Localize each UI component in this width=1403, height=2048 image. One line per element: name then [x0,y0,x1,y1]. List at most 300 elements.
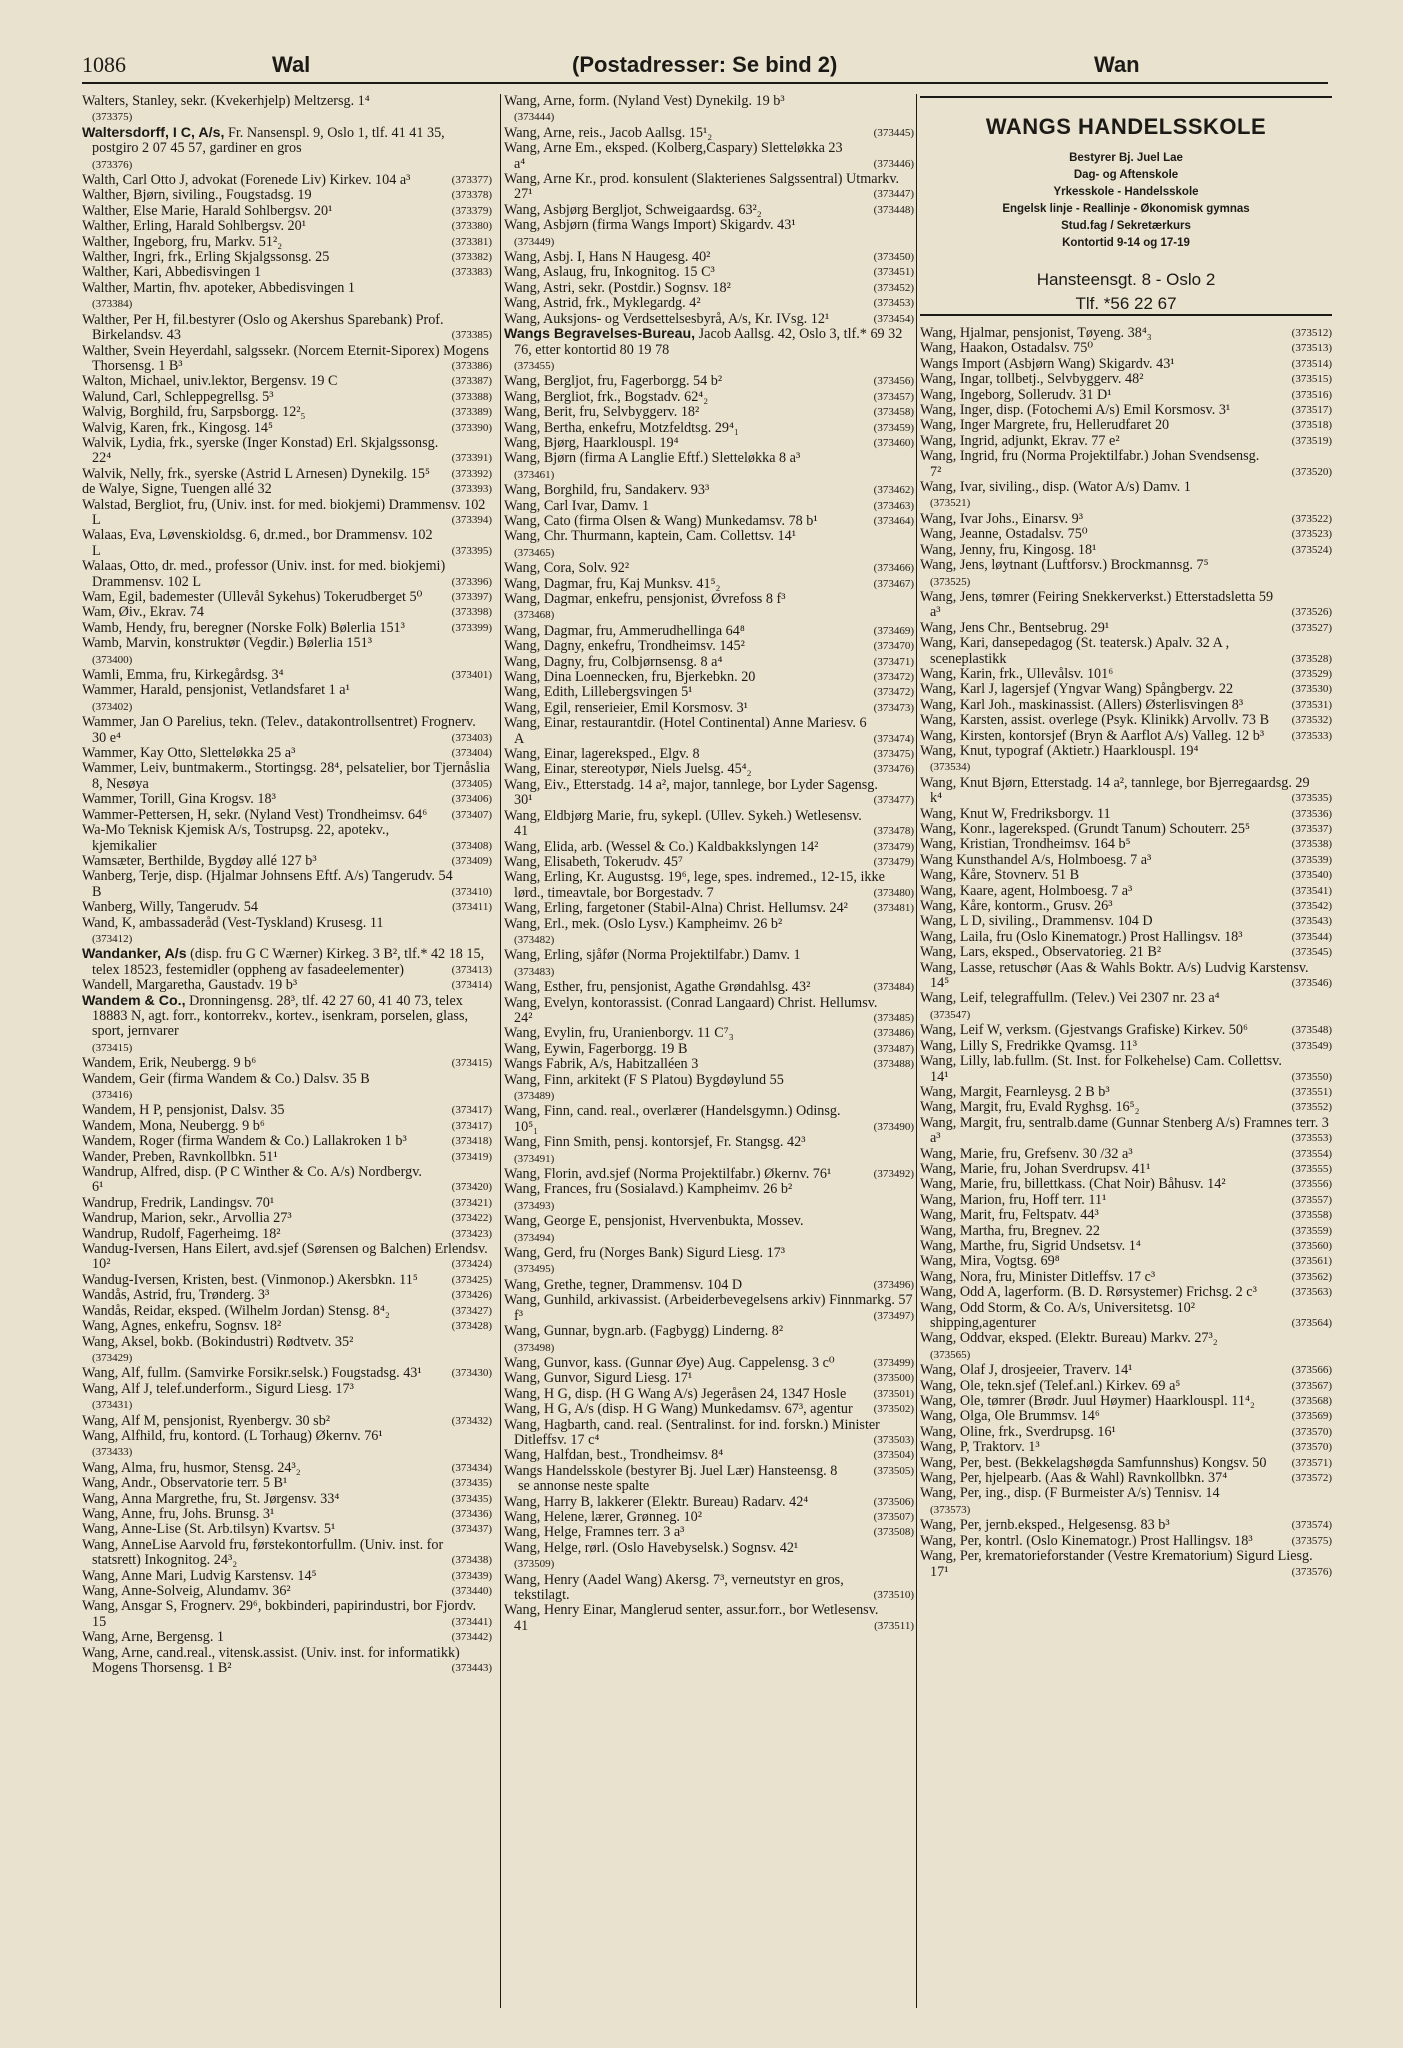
entry-code: (373472) [873,671,914,684]
entry-text: Wang, Ingeborg, Sollerudv. 31 D¹ [920,386,1112,403]
entry-code: (373477) [873,794,914,807]
entry-text: Wang, Bergljot, fru, Fagerborgg. 54 b² [504,373,723,390]
entry-code: (373560) [1291,1239,1332,1252]
directory-entry [504,778,914,809]
entry-code: (373464) [873,514,914,527]
entry-company-name: Wangs Begravelses-Bureau, [504,326,696,343]
ad-line: Stud.fag / Sekretærkurs [1061,220,1191,232]
directory-entry [920,807,1332,822]
entry-code: (373436) [451,1507,492,1520]
entry-code: (373437) [451,1523,492,1536]
directory-entry [920,1534,1332,1549]
entry-text: Wang, Nora, fru, Minister Ditleffsv. 17 c³ [920,1268,1156,1285]
entry-code: (373549) [1291,1039,1332,1052]
entry-code: (373517) [1291,404,1332,417]
entry-code: (373566) [1291,1364,1332,1377]
directory-entry [504,577,914,592]
entry-text: Wang, Kåre, Stovnerv. 51 B [920,867,1080,884]
entry-code: (373394) [451,513,492,526]
directory-entry [82,1507,492,1522]
directory-entry [920,1085,1332,1100]
directory-entry [920,621,1332,636]
entry-text: Walther, Bjørn, siviling., Fougstadsg. 19 [82,187,312,204]
entry-text: Wang, Oline, frk., Sverdrupsg. 16¹ [920,1423,1116,1440]
directory-entry [82,94,492,126]
entry-code: (373381) [451,235,492,248]
directory-entry [504,1324,914,1356]
entry-text: (disp. fru G C Wærner) Kirkeg. 3 B², tlf.* 42 18 15, telex 18523, festemidler (oppheng av fasadeelementer) [92,946,485,978]
entry-text: Wang, Konr., lagereksped. (Grundt Tanum) Schouterr. 25⁵ [920,821,1250,837]
entry-code: (373446) [873,157,914,170]
entry-code: (373383) [451,266,492,279]
entry-text: Wang, Jeanne, Ostadalsv. 75⁰ [920,526,1088,543]
entry-text: Wammer, Kay Otto, Sletteløkka 25 a³ [82,745,296,762]
directory-entry [82,1461,492,1476]
directory-entry [920,1100,1332,1115]
entry-text: Wangs Import (Asbjørn Wang) Skigardv. 43¹ [920,355,1175,372]
directory-entry [82,1103,492,1118]
directory-entry [504,1495,914,1510]
entry-text: Walton, Michael, univ.lektor, Bergensv. 19 C [82,373,338,390]
entry-text: Wang, Astrid, frk., Myklegardg. 4² [504,295,701,312]
entry-code: (373482) [514,933,555,946]
directory-entry [504,670,914,685]
entry-text: de Walye, Signe, Tuengen allé 32 [82,481,272,498]
entry-code: (373538) [1291,838,1332,851]
entry-text: Wang Kunsthandel A/s, Holmboesg. 7 a³ [920,851,1152,868]
entry-code: (373541) [1291,884,1332,897]
entry-code: (373387) [451,375,492,388]
entry-code: (373481) [873,902,914,915]
directory-entry [82,1569,492,1584]
entry-text: Wang, Astri, sekr. (Postdir.) Sognsv. 18² [504,279,731,296]
entry-text: Walth, Carl Otto J, advokat (Forenede Liv) Kirkev. 104 a³ [82,172,411,189]
entry-text: Wang, Lasse, retuschør (Aas & Wahls Boktr. A/s) Ludvig Karstensv. 14⁵ [920,959,1309,992]
entry-code: (373536) [1291,807,1332,820]
directory-entry [82,173,492,188]
entry-text: Walaas, Eva, Løvenskioldsg. 6, dr.med., bor Drammensv. 102 L [82,527,433,559]
entry-text: Wang, Auksjons- og Verdsettelsesbyrå, A/s, Kr. IVsg. 12¹ [504,310,830,327]
directory-entry [82,994,492,1057]
directory-entry [82,761,492,792]
entry-code: (373493) [514,1199,555,1212]
directory-entry [920,1116,1332,1147]
directory-entry [504,747,914,762]
entry-code: (373504) [873,1449,914,1462]
entry-code: (373390) [451,421,492,434]
entry-text: Wandrup, Marion, sekr., Arvollia 27³ [82,1210,292,1227]
entry-text: Wang, Grethe, tegner, Drammensv. 104 D [504,1276,743,1293]
entry-text: Wang, Jens, tømrer (Feiring Snekkerverkst.) Etterstadsletta 59 a³ [920,588,1274,621]
entry-text: Wang, Kirsten, kontorsjef (Bryn & Aarflot A/s) Valleg. 12 b³ [920,727,1265,744]
entry-code: (373550) [1291,1070,1332,1083]
directory-entry [82,219,492,234]
entry-text: Wang, Karl Joh., maskinassist. (Allers) Østerlisvingen 8³ [920,696,1244,713]
directory-entry [920,558,1332,590]
directory-entry [504,840,914,855]
entry-text: Wang, Kaare, agent, Holmboesg. 7 a³ [920,882,1133,899]
entry-text: Wang, Per, hjelpearb. (Aas & Wahl) Ravnkollbkn. 37⁴ [920,1470,1228,1487]
entry-code: (373462) [873,484,914,497]
directory-entry [82,1538,492,1569]
entry-text: Wang, Hjalmar, pensjonist, Tøyeng. 38⁴₃ [920,325,1152,341]
entry-text: Wang, Marthe, fru, Sigrid Undsetsv. 1⁴ [920,1237,1141,1254]
directory-entry [504,701,914,716]
entry-text: Wang, Anna Margrethe, fru, St. Jørgensv. 33⁴ [82,1490,340,1507]
directory-entry [920,1224,1332,1239]
entry-text: Wang, Eywin, Fagerborgg. 19 B [504,1040,688,1057]
entry-text: Wamb, Hendy, fru, beregner (Norske Folk) Bølerlia 151³ [82,619,405,636]
entry-code: (373397) [451,591,492,603]
entry-code: (373449) [514,235,555,248]
entry-code: (373396) [451,575,492,588]
entry-code: (373539) [1291,853,1332,866]
entry-text: Wang, Ivar Johs., Einarsv. 9³ [920,510,1083,527]
directory-entry [504,1387,914,1402]
entry-code: (373428) [451,1320,492,1333]
entry-text: Wang, Lars, eksped., Observatorieg. 21 B² [920,944,1162,961]
entry-text: Wang, Erling, Kr. Augustsg. 19⁶, lege, spes. indremed., 12-15, ikke lørd., timeavtale, bor Borgestadv. 7 [504,869,885,901]
entry-code: (373413) [451,963,492,976]
entry-code: (373514) [1291,357,1332,370]
directory-entry [920,512,1332,527]
directory-entry [920,930,1332,945]
directory-entry [82,605,492,620]
directory-entry [504,1104,914,1135]
entry-text: Walther, Martin, fhv. apoteker, Abbedisvingen 1 [82,279,355,296]
entry-code: (373460) [873,436,914,449]
entry-text: Wang, Per, jernb.eksped., Helgesensg. 83 b³ [920,1517,1170,1534]
directory-entry [920,480,1332,512]
entry-text: Wang, Arne, reis., Jacob Aallsg. 15¹₂ [504,124,713,141]
directory-entry [82,1150,492,1165]
entry-code: (373452) [873,281,914,294]
entry-text: Wang, Marion, fru, Hoff terr. 11¹ [920,1191,1107,1208]
entry-code: (373484) [873,981,914,994]
entry-text: Walstad, Bergliot, fru, (Univ. inst. for med. biokjemi) Drammensv. 102 L [82,496,486,528]
ad-phone: Tlf. *56 22 67 [1075,294,1177,313]
entry-text: Wang, Hagbarth, cand. real. (Sentralinst. for ind. forskn.) Minister Ditleffsv. 17 c⁴ [504,1416,880,1448]
entry-text: Wandem, Erik, Neubergg. 9 b⁶ [82,1055,257,1072]
entry-code: (373470) [873,640,914,653]
entry-code: (373417) [451,1119,492,1132]
directory-entry [82,1165,492,1196]
directory-entry [920,776,1332,807]
entry-code: (373515) [1291,373,1332,386]
entry-code: (373459) [873,421,914,434]
directory-entry [82,482,492,497]
directory-entry [504,1167,914,1182]
entry-text: Wang, Harry B, lakkerer (Elektr. Bureau) Radarv. 42⁴ [504,1493,809,1510]
directory-entry [920,822,1332,837]
entry-text: Wandug-Iversen, Hans Eilert, avd.sjef (Sørensen og Balchen) Erlendsv. 10² [82,1241,488,1273]
entry-code: (373455) [514,359,555,372]
entry-code: (373483) [514,965,555,978]
entry-text: Wammer-Pettersen, H, sekr. (Nyland Vest) Trondheimsv. 64⁶ [82,806,428,823]
directory-entry [504,499,914,514]
directory-entry [920,1486,1332,1518]
directory-entry [920,682,1332,697]
directory-entry [920,1363,1332,1378]
directory-entry [920,698,1332,713]
entry-text: Wang, Alf, fullm. (Samvirke Forsikr.selsk.) Fougstadsg. 43¹ [82,1365,422,1382]
directory-entry [920,667,1332,682]
entry-text: Wang, Alfhild, fru, kontord. (L Torhaug) Økernv. 76¹ [82,1427,383,1444]
directory-entry [82,374,492,389]
entry-text: Walther, Kari, Abbedisvingen 1 [82,264,262,281]
directory-entry [920,388,1332,403]
directory-entry [920,1394,1332,1409]
directory-entry [504,1073,914,1105]
directory-entry [504,1042,914,1057]
directory-entry [82,823,492,854]
directory-entry [504,1541,914,1573]
entry-text: se annonse neste spalte [518,1478,650,1495]
entry-code: (373499) [873,1356,914,1369]
directory-entry [82,1366,492,1381]
entry-text: Wang, Per, kontrl. (Oslo Kinematogr.) Prost Hallingsv. 18³ [920,1532,1253,1549]
entry-text: Wang, Elisabeth, Tokerudv. 45⁷ [504,853,683,870]
directory-entry [920,991,1332,1023]
directory-entry [504,1479,914,1494]
directory-entry [920,1254,1332,1269]
entry-text: Wang, Gunvor, kass. (Gunnar Øye) Aug. Cappelensg. 3 c⁰ [504,1354,835,1371]
entry-text: Wang, Jenny, fru, Kingosg. 18¹ [920,541,1097,558]
entry-code: (373376) [92,158,133,171]
entry-text: Wanberg, Willy, Tangerudv. 54 [82,899,258,916]
entry-text: Wang, Marie, fru, Johan Sverdrupsv. 41¹ [920,1160,1151,1177]
entry-code: (373406) [451,793,492,806]
directory-entry [504,1418,914,1449]
entry-code: (373522) [1291,512,1332,525]
entry-text: Wang, Halfdan, best., Trondheimsv. 8⁴ [504,1447,724,1464]
directory-entry [82,1242,492,1273]
entry-code: (373528) [1291,652,1332,665]
entry-code: (373576) [1291,1565,1332,1578]
entry-text: Wang, Leif W, verksm. (Gjestvangs Grafiske) Kirkev. 50⁶ [920,1022,1248,1039]
directory-entry [920,961,1332,992]
directory-entry [504,655,914,670]
directory-entry [920,899,1332,914]
entry-code: (373552) [1291,1101,1332,1114]
entry-text: Wang, Cato (firma Olsen & Wang) Munkedamsv. 78 b¹ [504,512,818,529]
directory-entry [504,901,914,916]
entry-text: Wang, Aslaug, fru, Inkognitog. 15 C³ [504,264,715,281]
directory-entry [504,980,914,995]
entry-code: (373555) [1291,1162,1332,1175]
entry-text: Wang, Helge, Framnes terr. 3 a³ [504,1524,685,1541]
directory-entry [920,1549,1332,1580]
entry-text: Wammer, Jan O Parelius, tekn. (Telev., datakontrollsentret) Frognerv. 30 e⁴ [82,714,476,746]
directory-entry [920,744,1332,776]
entry-code: (373494) [514,1231,555,1244]
entry-text: Wang, Dagmar, enkefru, pensjonist, Øvrefoss 8 f³ [504,591,786,607]
entry-code: (373409) [451,854,492,867]
page-number: 1086 [82,52,126,77]
entry-text: Wang, Per, ing., disp. (F Burmeister A/s) Tennisv. 14 [920,1485,1220,1502]
directory-entry [504,1603,914,1634]
directory-entry [82,978,492,993]
directory-entry [504,870,914,901]
entry-code: (373521) [930,497,971,510]
directory-entry [82,313,492,344]
entry-code: (373398) [451,606,492,619]
entry-text: Wang, Edith, Lillebergsvingen 5¹ [504,684,693,701]
entry-text: Jacob Aallsg. 42, Oslo 3, tlf.* 69 32 76, etter kontortid 80 19 78 [514,326,903,358]
entry-code: (373438) [451,1554,492,1567]
entry-text: Wangs Handelsskole (bestyrer Bj. Juel Lær) Hansteensg. 8 [504,1462,838,1479]
advertisement-box [920,96,1332,316]
directory-entry [920,1409,1332,1424]
directory-entry [504,1182,914,1214]
directory-entry [82,1646,492,1677]
entry-code: (373509) [514,1558,555,1571]
entry-code: (373379) [451,204,492,217]
entry-text: Walther, Else Marie, Harald Sohlbergsv. 20¹ [82,202,333,219]
directory-entry [920,1301,1332,1332]
entry-text: Wang, Finn, cand. real., overlærer (Handelsgymn.) Odinsg. 10⁵₁ [504,1103,841,1135]
entry-text: Walvik, Lydia, frk., syerske (Inger Konstad) Erl. Skjalgssonsg. 22⁴ [82,434,439,467]
directory-page [82,48,1332,2008]
entry-code: (373557) [1291,1193,1332,1206]
entry-code: (373375) [92,111,133,124]
entry-text: Wang, Arne, Bergensg. 1 [82,1629,225,1646]
directory-entry [82,1134,492,1149]
directory-entry [920,1456,1332,1471]
entry-text: Wang, Asbj. I, Hans N Haugesg. 40² [504,249,711,266]
entry-code: (373476) [873,763,914,776]
entry-code: (373564) [1291,1317,1332,1329]
entry-text: Wang, Anne Mari, Ludvig Karstensv. 14⁵ [82,1567,317,1584]
directory-entry [504,483,914,498]
entry-code: (373563) [1291,1286,1332,1299]
entry-text: Wang, Per, best. (Bekkelagshøgda Samfunnshus) Kongsv. 50 [920,1454,1267,1471]
ad-line: Engelsk linje - Reallinje - Økonomisk gymnas [1002,203,1250,215]
directory-entry [82,683,492,715]
entry-code: (373441) [451,1615,492,1628]
entry-text: Wang, Karsten, assist. overlege (Psyk. Klinikk) Arvollv. 73 B [920,712,1270,729]
entry-text: Wang, Dagny, enkefru, Trondheimsv. 145² [504,638,745,655]
entry-code: (373473) [873,701,914,714]
entry-code: (373526) [1291,606,1332,619]
entry-code: (373443) [451,1662,492,1675]
entry-text: Wang, Berit, fru, Selvbyggerv. 18² [504,404,700,421]
directory-entry [920,1379,1332,1394]
directory-entry [504,996,914,1027]
directory-entry [82,1227,492,1242]
directory-entry [920,1208,1332,1223]
directory-entry [82,1288,492,1303]
directory-entry [504,1573,914,1604]
entry-code: (373489) [514,1090,555,1102]
entry-code: (373461) [514,468,555,481]
directory-entry [504,1371,914,1386]
entry-code: (373562) [1291,1270,1332,1283]
entry-code: (373574) [1291,1519,1332,1532]
directory-entry [82,1522,492,1537]
directory-entry [504,421,914,436]
entry-code: (373547) [930,1008,971,1021]
directory-entry [504,265,914,280]
directory-entry [920,1162,1332,1177]
entry-company-name: Wandem & Co., [82,992,186,1009]
entry-text: Wang, Haakon, Ostadalsv. 75⁰ [920,340,1094,357]
entry-text: Wamli, Emma, fru, Kirkegårdsg. 3⁴ [82,667,284,684]
entry-text: Wandem, Roger (firma Wandem & Co.) Lallakroken 1 b³ [82,1133,407,1150]
directory-entry [504,451,914,483]
entry-code: (373520) [1291,465,1332,478]
entry-company-name: Wandanker, A/s [82,946,187,963]
entry-code: (373556) [1291,1178,1332,1191]
directory-entry [504,917,914,949]
entry-text: Wang, Lilly, lab.fullm. (St. Inst. for Folkehelse) Cam. Collettsv. 14¹ [920,1053,1282,1085]
entry-code: (373432) [451,1414,492,1427]
directory-entry [920,418,1332,433]
entry-text: Wang, Cora, Solv. 92² [504,560,630,577]
entry-code: (373402) [92,700,133,713]
entry-code: (373480) [873,886,914,899]
entry-text: Wang, Egil, renserieier, Emil Korsmosv. 3¹ [504,699,748,716]
directory-entry [920,837,1332,852]
entry-text: Wang, Alf J, telef.underform., Sigurd Liesg. 17³ [82,1380,354,1397]
directory-entry [504,685,914,700]
directory-entry [920,449,1332,480]
directory-entry [920,1054,1332,1085]
directory-entry [82,390,492,405]
entry-code: (373469) [873,624,914,637]
directory-entry [82,1196,492,1211]
entry-code: (373524) [1291,543,1332,556]
directory-entry [82,1056,492,1071]
entry-code: (373386) [451,359,492,372]
entry-code: (373527) [1291,621,1332,634]
entry-code: (373407) [451,808,492,821]
directory-entry [82,235,492,250]
entry-text: Dronningensg. 28³, tlf. 42 27 60, 41 40 73, telex 18883 N, agt. forr., kontorrekv., kortev., isenkram, porselen, glass, sport, jernvarer [92,992,469,1040]
directory-entry [920,1177,1332,1192]
entry-code: (373518) [1291,419,1332,432]
entry-text: Wandås, Astrid, fru, Trønderg. 3³ [82,1287,270,1304]
directory-entry [504,561,914,576]
entry-text: Wang, P, Traktorv. 1³ [920,1439,1040,1456]
entry-code: (373491) [514,1152,555,1165]
entry-code: (373426) [451,1289,492,1302]
entry-text: Wang, Margit, Fearnleysg. 2 B b³ [920,1083,1110,1100]
ad-line: Yrkesskole - Handelsskole [1053,186,1199,198]
entry-text: Wang, Arne Em., eksped. (Kolberg,Caspary) Sletteløkka 23 a⁴ [504,140,843,172]
directory-entry [920,713,1332,728]
directory-entry [920,403,1332,418]
entry-text: Wang, Einar, lagereksped., Elgv. 8 [504,746,700,763]
entry-code: (373516) [1291,388,1332,401]
column-3-entries [920,326,1332,1580]
directory-entry [82,1584,492,1599]
entry-text: Wang, Finn Smith, pensj. kontorsjef, Fr. Stangsg. 42³ [504,1134,806,1151]
entry-code: (373382) [451,251,492,264]
directory-entry [82,498,492,529]
entry-code: (373423) [451,1227,492,1240]
directory-entry [82,467,492,482]
entry-code: (373412) [92,932,133,945]
entry-text: Wang, Odd A, lagerform. (B. D. Rørsystemer) Frichsg. 2 c³ [920,1284,1257,1301]
entry-text: Wandug-Iversen, Kristen, best. (Vinmonop.) Akersbkn. 11⁵ [82,1271,418,1288]
entry-code: (373546) [1291,977,1332,990]
directory-entry [504,172,914,203]
directory-entry [920,636,1332,667]
entry-code: (373453) [873,297,914,310]
entry-code: (373495) [514,1263,555,1276]
directory-entry [82,1492,492,1507]
